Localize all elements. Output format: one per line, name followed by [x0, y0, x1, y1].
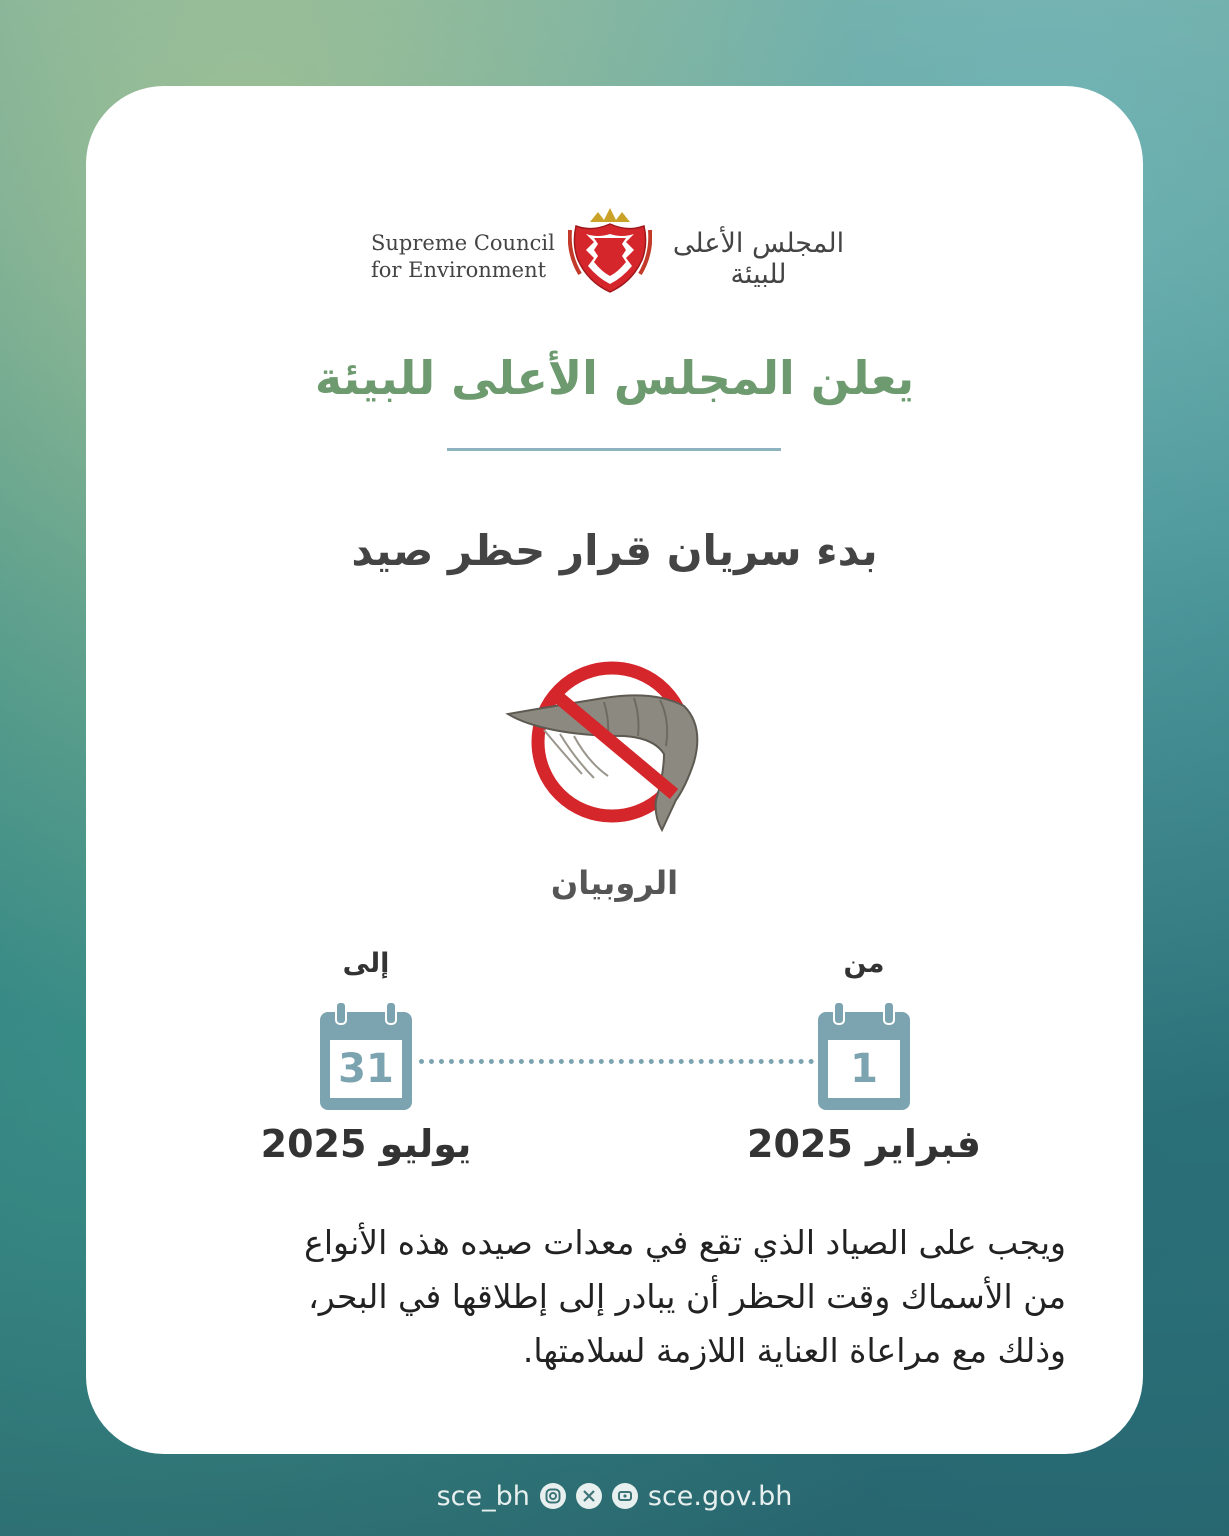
from-label: من [843, 948, 885, 979]
logo-english [371, 230, 557, 284]
to-day: 31 [338, 1046, 394, 1092]
logo-english-line2: for Environment [371, 258, 547, 282]
announcement-card [86, 86, 1143, 1454]
notice-line2: من الأسماك وقت الحظر أن يبادر إلى إطلاقها في البحر، [308, 1277, 1066, 1316]
bahrain-crest-icon [568, 204, 652, 296]
subheadline: بدء سريان قرار حظر صيد [351, 526, 878, 575]
headline: يعلن المجلس الأعلى للبيئة [314, 351, 915, 405]
from-date: فبراير 2025 [747, 1122, 981, 1166]
divider [447, 448, 781, 451]
notice-line3: وذلك مع مراعاة العناية اللازمة لسلامتها. [522, 1331, 1066, 1370]
to-label: إلى [342, 948, 390, 979]
logo-english-line1: Supreme Council [371, 231, 555, 255]
notice-line1: ويجب على الصياد الذي تقع في معدات صيده هذه الأنواع [304, 1223, 1066, 1262]
web-icon[interactable] [612, 1483, 638, 1509]
no-shrimp-icon [504, 654, 710, 838]
x-icon[interactable] [576, 1483, 602, 1509]
footer [0, 1476, 1229, 1516]
social-handle[interactable]: sce_bh [436, 1480, 530, 1512]
instagram-icon[interactable] [540, 1483, 566, 1509]
to-calendar-icon [316, 1000, 416, 1114]
species-name: الروبيان [550, 864, 679, 902]
notice-paragraph [146, 1216, 1066, 1378]
to-date: يوليو 2025 [260, 1122, 472, 1166]
logo-arabic: المجلس الأعلى للبيئة [672, 228, 845, 290]
from-day: 1 [850, 1046, 878, 1092]
date-range-connector [419, 1059, 814, 1064]
website-link[interactable]: sce.gov.bh [647, 1480, 793, 1512]
from-calendar-icon [814, 1000, 914, 1114]
